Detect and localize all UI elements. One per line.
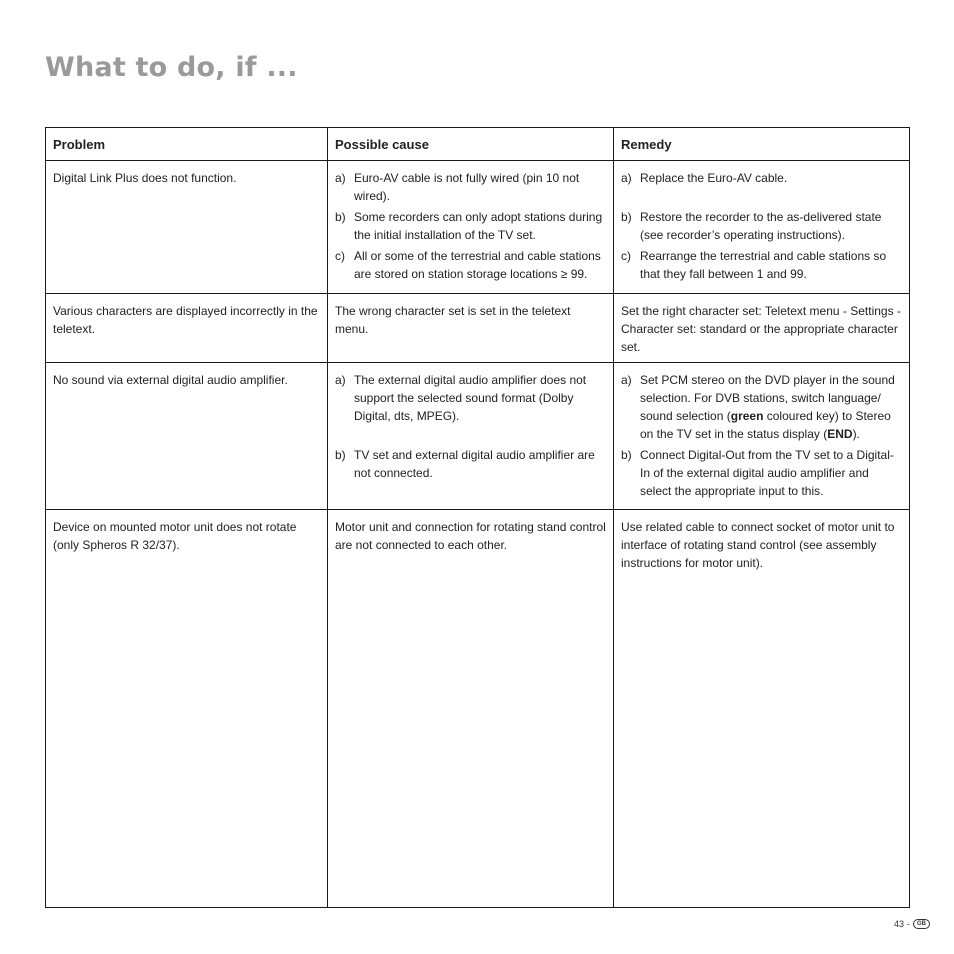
text-segment: ). [852, 427, 860, 441]
list-item-text: Some recorders can only adopt stations during the initial installation of the TV set. [354, 210, 603, 242]
cause-cell [328, 363, 614, 510]
list-item [621, 247, 903, 283]
list-marker: b) [621, 448, 632, 462]
country-badge-gb: GB [913, 919, 930, 929]
problem-cell: Digital Link Plus does not function. [46, 161, 328, 294]
list-item-text: Rearrange the terrestrial and cable stations so that they fall between 1 and 99. [640, 249, 887, 281]
list-item-text: Euro-AV cable is not fully wired (pin 10 not wired). [354, 171, 580, 203]
page-footer [894, 919, 930, 929]
page-number: 43 [893, 919, 904, 929]
cause-list [335, 169, 607, 283]
table-row [46, 161, 910, 294]
cause-cell [328, 161, 614, 294]
list-marker: b) [335, 448, 346, 462]
list-item [335, 169, 607, 205]
list-marker: a) [621, 171, 632, 185]
remedy-list [621, 371, 903, 500]
text-segment: coloured key) to Stereo on the TV set in the status display ( [640, 409, 891, 441]
table-header-row [46, 128, 910, 161]
cause-cell: The wrong character set is set in the teletext menu. [328, 294, 614, 363]
remedy-list [621, 169, 903, 283]
list-marker: c) [621, 249, 631, 263]
list-item-text: Restore the recorder to the as-delivered state (see recorder’s operating instructions). [640, 210, 882, 242]
header-remedy: Remedy [614, 128, 910, 161]
header-possible-cause: Possible cause [328, 128, 614, 161]
list-item [335, 208, 607, 244]
list-marker: a) [335, 171, 346, 185]
problem-cell: No sound via external digital audio amplifier. [46, 363, 328, 510]
list-item-text: Connect Digital-Out from the TV set to a Digital-In of the external digital audio amplifier and select the appropriate input to this. [640, 448, 894, 498]
list-item [621, 446, 903, 500]
list-marker: a) [621, 373, 632, 387]
header-problem: Problem [46, 128, 328, 161]
remedy-cell [614, 161, 910, 294]
problem-cell: Device on mounted motor unit does not rotate (only Spheros R 32/37). [46, 510, 328, 908]
list-item [621, 169, 903, 187]
table-row [46, 363, 910, 510]
list-item [335, 446, 607, 482]
list-item-text: TV set and external digital audio amplifier are not connected. [354, 448, 595, 480]
list-item-text: Replace the Euro-AV cable. [640, 171, 788, 185]
table-row [46, 294, 910, 363]
list-marker: b) [621, 210, 632, 224]
list-marker: a) [335, 373, 346, 387]
remedy-cell: Set the right character set: Teletext menu - Settings - Character set: standard or the appropriate character set. [614, 294, 910, 363]
list-item [621, 371, 903, 443]
list-marker: c) [335, 249, 345, 263]
list-item-text [640, 373, 895, 441]
table-row [46, 510, 910, 908]
list-item [335, 247, 607, 283]
list-marker: b) [335, 210, 346, 224]
page-title: What to do, if ... [45, 52, 298, 83]
remedy-cell: Use related cable to connect socket of motor unit to interface of rotating stand control (see assembly instructions for motor unit). [614, 510, 910, 908]
troubleshooting-table [45, 127, 910, 908]
cause-list [335, 371, 607, 482]
green-key-label: green [730, 409, 764, 423]
problem-cell: Various characters are displayed incorrectly in the teletext. [46, 294, 328, 363]
page-number-separator: - [907, 919, 910, 929]
end-key-label: END [827, 427, 853, 441]
remedy-cell [614, 363, 910, 510]
list-item-text: All or some of the terrestrial and cable stations are stored on station storage locations ≥ 99. [354, 249, 601, 281]
list-item [621, 208, 903, 244]
list-item-text: The external digital audio amplifier does not support the selected sound format (Dolby Digital, dts, MPEG). [354, 373, 587, 423]
cause-cell: Motor unit and connection for rotating stand control are not connected to each other. [328, 510, 614, 908]
text-segment: Set PCM stereo on the DVD player in the sound selection. For DVB stations, switch language/ sound selection ( [640, 373, 895, 423]
list-item [335, 371, 607, 425]
